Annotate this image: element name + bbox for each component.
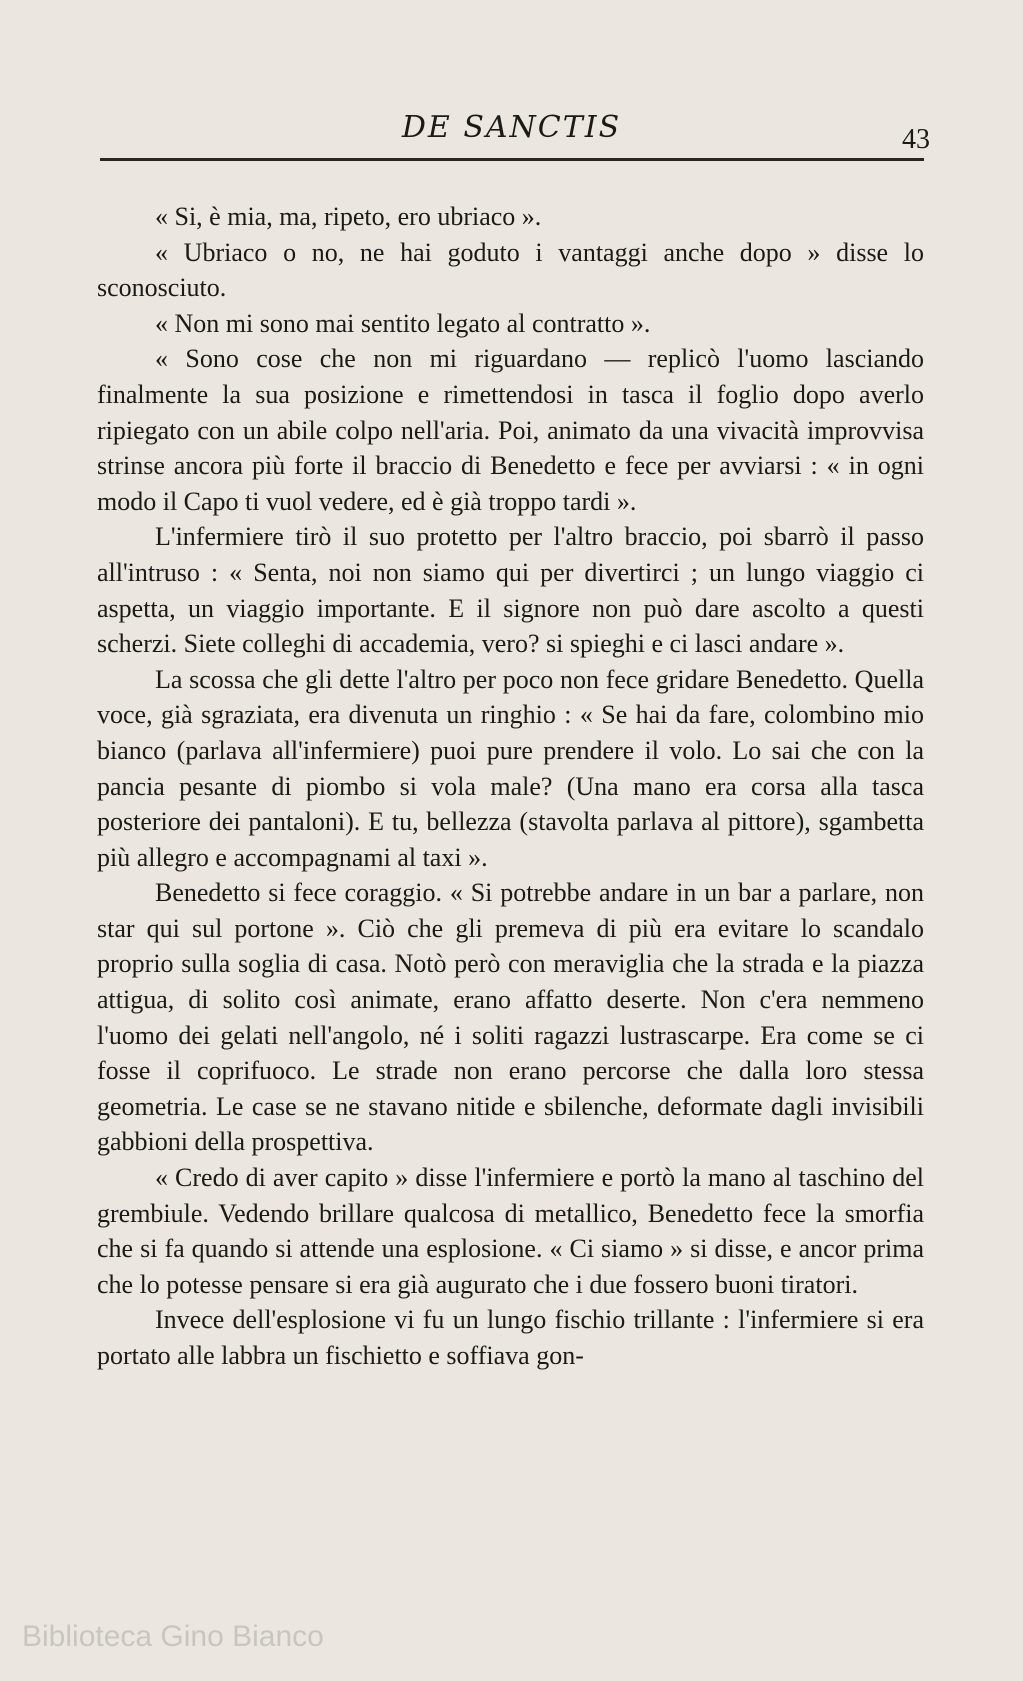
running-header-title: DE SANCTIS xyxy=(401,110,622,145)
paragraph: « Non mi sono mai sentito legato al contratto ». xyxy=(155,308,651,338)
paragraph: L'infermiere tirò il suo protetto per l'altro braccio, poi sbarrò il passo all'intruso : « Senta, noi non siamo qui per divertirci ; un lungo viaggio ci aspetta, un viaggio importante. E il signore non può dare ascolto a questi scherzi. Siete colleghi di accademia, vero? si spieghi e ci lasci andare ». xyxy=(97,522,924,659)
paragraph: « Si, è mia, ma, ripeto, ero ubriaco ». xyxy=(155,202,542,231)
paragraph: « Ubriaco o no, ne hai goduto i vantaggi anche dopo » disse lo sconosciuto. xyxy=(97,237,924,303)
paragraph: « Sono cose che non mi riguardano — replicò l'uomo lasciando finalmente la sua posizione e rimettendosi in tasca il foglio dopo averlo ripiegato con un abile colpo nell'aria. Poi, animato da una vivacità improvvisa strinse ancora più forte il braccio di Benedetto e fece per avviarsi : « in ogni modo il Capo ti vuol vedere, ed è già troppo tardi ». xyxy=(97,344,924,516)
paragraph: Invece dell'esplosione vi fu un lungo fischio trillante : l'infermiere si era portato alle labbra un fischietto e soffiava gon- xyxy=(97,1305,924,1370)
paragraph: « Credo di aver capito » disse l'infermiere e portò la mano al taschino del grembiule. Vedendo brillare qualcosa di metallico, Benedetto fece la smorfia che si fa quando si attende una esplosione. « Ci siamo » si disse, e ancor prima che lo potesse pensare si era già augurato che i due fossero buoni tiratori. xyxy=(97,1163,924,1299)
paragraph: Benedetto si fece coraggio. « Si potrebbe andare in un bar a parlare, non star qui sul portone ». Ciò che gli premeva di più era evitare lo scandalo proprio sulla soglia di casa. Notò però con meraviglia che la strada e la piazza attigua, di solito così animate, erano affatto deserte. Non c'era nemmeno l'uomo dei gelati nell'angolo, né i soliti ragazzi lustrascarpe. Era come se ci fosse il coprifuoco. Le strade non erano percorse che dalla loro stessa geometria. Le case se ne stavano nitide e sbilenche, deformate dagli invisibili gabbioni della prospettiva. xyxy=(97,878,924,1157)
paragraph: La scossa che gli dette l'altro per poco non fece gridare Benedetto. Quella voce, già sgraziata, era divenuta un ringhio : « Se hai da fare, colombino mio bianco (parlava all'infermiere) puoi pure prendere il volo. Lo sai che con la pancia pesante di piombo si vola male? (Una mano era corsa alla tasca posteriore dei pantaloni). E tu, bellezza (stavolta parlava al pittore), sgambetta più allegro e accompagnami al taxi ». xyxy=(97,664,924,872)
page-number: 43 xyxy=(902,124,930,155)
header-rule xyxy=(100,158,924,161)
body-text xyxy=(97,199,924,1374)
library-watermark: Biblioteca Gino Bianco xyxy=(22,1620,324,1653)
